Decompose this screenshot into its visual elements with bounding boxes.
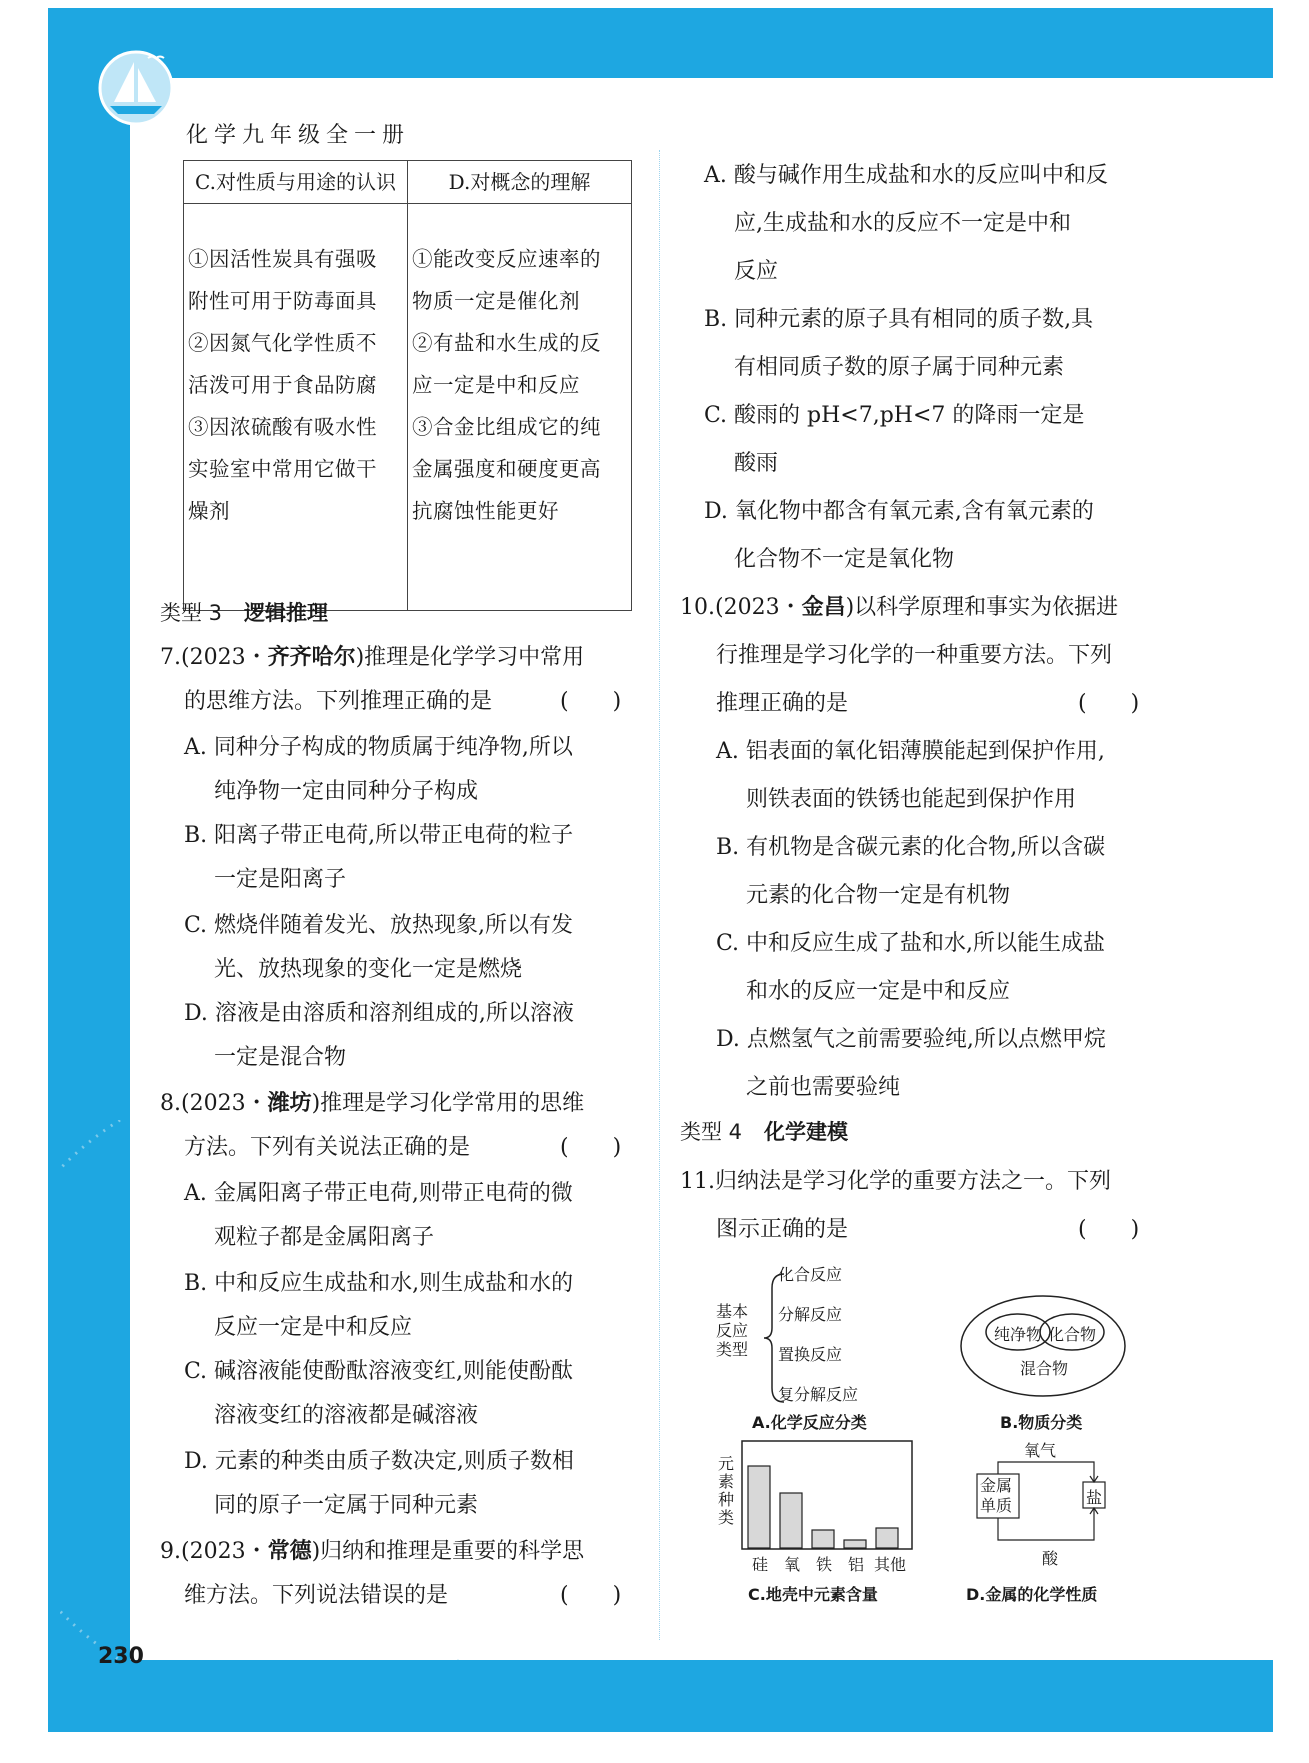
answer-blank: ( ) — [1078, 691, 1140, 716]
diagram-c-bar — [812, 1530, 834, 1548]
diagram-c-categories — [748, 1552, 918, 1574]
option-line: C. 碱溶液能使酚酞溶液变红,则能使酚酞 — [184, 1359, 574, 1384]
option-line: 反应一定是中和反应 — [214, 1315, 413, 1340]
page-number: 230 — [98, 1644, 144, 1669]
option-line: D. 氧化物中都含有氧元素,含有氧元素的 — [704, 499, 1094, 524]
diagram-c-category: 铁 — [816, 1555, 833, 1574]
diagram-b-shapes — [958, 1290, 1128, 1400]
table-line: 实验室中常用它做干 — [188, 457, 377, 481]
option-line: B. 同种元素的原子具有相同的质子数,具 — [704, 307, 1094, 332]
option-line: 溶液变红的溶液都是碱溶液 — [214, 1403, 479, 1428]
diagram-a-root: 基本 反应 类型 — [716, 1302, 749, 1359]
question-11-stem: 11.归纳法是学习化学的重要方法之一。下列 — [680, 1169, 1112, 1194]
column-divider — [659, 150, 660, 1640]
diagram-c-category: 氧 — [784, 1555, 801, 1574]
option-line: C. 酸雨的 pH<7,pH<7 的降雨一定是 — [704, 403, 1085, 428]
top-color-band — [48, 8, 1273, 78]
option-line: B. 阳离子带正电荷,所以带正电荷的粒子 — [184, 823, 574, 848]
table-line: 应一定是中和反应 — [412, 373, 580, 397]
diagram-d-bottom: 酸 — [1042, 1549, 1059, 1568]
table-cell-c — [184, 204, 408, 611]
option-line: 则铁表面的铁锈也能起到保护作用 — [746, 787, 1077, 812]
diagram-c-category: 硅 — [752, 1555, 769, 1574]
option-line: D. 点燃氢气之前需要验纯,所以点燃甲烷 — [716, 1027, 1106, 1052]
diagram-c-category: 其他 — [874, 1555, 907, 1574]
answer-blank: ( ) — [560, 1135, 622, 1160]
option-line: A. 金属阳离子带正电荷,则带正电荷的微 — [184, 1181, 573, 1206]
diagram-d-caption: D.金属的化学性质 — [966, 1585, 1098, 1604]
diagram-c-bar — [780, 1493, 802, 1548]
diagram-b-inner-2: 化合物 — [1048, 1325, 1097, 1344]
table-line: 附性可用于防毒面具 — [188, 289, 377, 313]
question-10-stem-line2: 行推理是学习化学的一种重要方法。下列 — [716, 643, 1113, 668]
section-heading-type4: 类型 4 化学建模 — [680, 1120, 849, 1144]
diagram-a-item: 分解反应 — [778, 1305, 843, 1324]
diagram-d-top: 氧气 — [1024, 1441, 1057, 1460]
diagram-c-chart — [740, 1440, 915, 1552]
option-line: 一定是阳离子 — [214, 867, 347, 892]
table-line: 抗腐蚀性能更好 — [412, 499, 559, 523]
option-line: 一定是混合物 — [214, 1045, 347, 1070]
table-header-c: C.对性质与用途的认识 — [184, 161, 408, 204]
table-line: ②有盐和水生成的反 — [412, 331, 601, 355]
question-10-stem-line3: 推理正确的是 — [716, 691, 849, 716]
table-line: 物质一定是催化剂 — [412, 289, 580, 313]
option-line: 反应 — [734, 259, 779, 284]
question-8-stem-line2: 方法。下列有关说法正确的是 — [184, 1135, 471, 1160]
question-9-stem-line2: 维方法。下列说法错误的是 — [184, 1583, 449, 1608]
diagram-c-bar — [748, 1466, 770, 1548]
table-line: 活泼可用于食品防腐 — [188, 373, 377, 397]
answer-blank: ( ) — [560, 1583, 622, 1608]
sailboat-logo-icon — [96, 48, 176, 128]
table-line: 燥剂 — [188, 499, 230, 523]
diagram-a — [716, 1262, 926, 1432]
option-line: B. 有机物是含碳元素的化合物,所以含碳 — [716, 835, 1106, 860]
table-line: ①能改变反应速率的 — [412, 247, 601, 271]
diagram-a-item: 化合反应 — [778, 1265, 843, 1284]
book-title: 化学九年级全一册 — [186, 123, 411, 148]
option-line: 同的原子一定属于同种元素 — [214, 1493, 479, 1518]
diagram-c-caption: C.地壳中元素含量 — [748, 1585, 878, 1604]
question-11-stem-line2: 图示正确的是 — [716, 1217, 849, 1242]
option-line: A. 铝表面的氧化铝薄膜能起到保护作用, — [716, 739, 1105, 764]
section-heading-type3: 类型 3 逻辑推理 — [160, 601, 329, 625]
question-9-stem: 9.(2023・常德)归纳和推理是重要的科学思 — [160, 1539, 585, 1564]
decorative-arc — [60, 1120, 480, 1660]
diagram-c-ylabel: 元 素 种 类 — [718, 1454, 735, 1527]
diagram-b-caption: B.物质分类 — [1000, 1413, 1083, 1432]
question-7-stem: 7.(2023・齐齐哈尔)推理是化学学习中常用 — [160, 645, 585, 670]
diagram-b-inner-1: 纯净物 — [994, 1325, 1043, 1344]
diagram-d-left: 金属 单质 — [980, 1476, 1013, 1515]
table-line: ②因氮气化学性质不 — [188, 331, 377, 355]
table-cell-d — [408, 204, 632, 611]
option-line: 观粒子都是金属阳离子 — [214, 1225, 435, 1250]
option-line: D. 溶液是由溶质和溶剂组成的,所以溶液 — [184, 1001, 574, 1026]
diagram-c-bar — [876, 1528, 898, 1548]
option-line: A. 酸与碱作用生成盐和水的反应叫中和反 — [704, 163, 1108, 188]
question-7-stem-line2: 的思维方法。下列推理正确的是 — [184, 689, 493, 714]
option-line: 有相同质子数的原子属于同种元素 — [734, 355, 1065, 380]
option-line: C. 中和反应生成了盐和水,所以能生成盐 — [716, 931, 1106, 956]
option-line: 之前也需要验纯 — [746, 1075, 901, 1100]
diagram-c-bar — [844, 1540, 866, 1548]
option-line: D. 元素的种类由质子数决定,则质子数相 — [184, 1449, 574, 1474]
option-line: 光、放热现象的变化一定是燃烧 — [214, 957, 523, 982]
table-line: ③因浓硫酸有吸水性 — [188, 415, 377, 439]
diagram-a-item: 置换反应 — [778, 1345, 843, 1364]
table-line: 金属强度和硬度更高 — [412, 457, 601, 481]
diagram-a-item: 复分解反应 — [778, 1385, 859, 1404]
option-line: 应,生成盐和水的反应不一定是中和 — [734, 211, 1071, 236]
answer-blank: ( ) — [560, 689, 622, 714]
comparison-table — [183, 160, 632, 611]
diagram-c-category: 铝 — [848, 1555, 865, 1574]
bottom-color-band — [48, 1660, 1273, 1732]
option-line: 化合物不一定是氧化物 — [734, 547, 955, 572]
option-line: A. 同种分子构成的物质属于纯净物,所以 — [184, 735, 573, 760]
question-10-stem: 10.(2023・金昌)以科学原理和事实为依据进 — [680, 595, 1119, 620]
option-line: 纯净物一定由同种分子构成 — [214, 779, 479, 804]
option-line: 和水的反应一定是中和反应 — [746, 979, 1011, 1004]
option-line: 酸雨 — [734, 451, 779, 476]
question-8-stem: 8.(2023・潍坊)推理是学习化学常用的思维 — [160, 1091, 585, 1116]
table-line: ①因活性炭具有强吸 — [188, 247, 377, 271]
diagram-d-right: 盐 — [1086, 1488, 1103, 1507]
answer-blank: ( ) — [1078, 1217, 1140, 1242]
diagram-b-outer: 混合物 — [1020, 1359, 1069, 1378]
option-line: 元素的化合物一定是有机物 — [746, 883, 1011, 908]
diagram-a-caption: A.化学反应分类 — [752, 1413, 867, 1432]
table-line: ③合金比组成它的纯 — [412, 415, 601, 439]
table-header-d: D.对概念的理解 — [408, 161, 632, 204]
option-line: C. 燃烧伴随着发光、放热现象,所以有发 — [184, 913, 574, 938]
option-line: B. 中和反应生成盐和水,则生成盐和水的 — [184, 1271, 574, 1296]
